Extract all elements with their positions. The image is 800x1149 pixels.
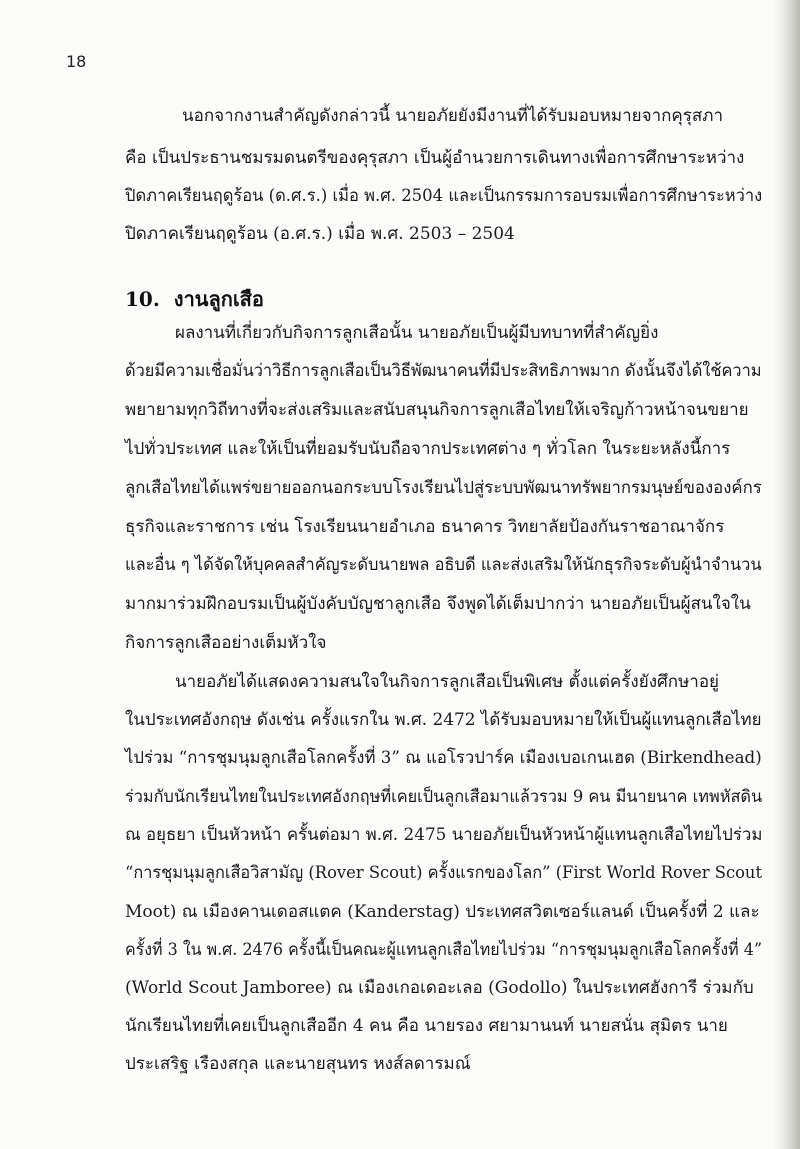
section-number: 10. [125,287,160,311]
paragraph-2-line-1: ผลงานที่เกี่ยวกับกิจการลูกเสือนั้น นายอภัยเป็นผู้มีบทบาทที่สำคัญยิ่ง [175,323,659,343]
page-binding-shadow [774,0,800,1149]
paragraph-1-line-3: ปิดภาคเรียนฤดูร้อน (ด.ศ.ร.) เมื่อ พ.ศ. 2504 และเป็นกรรมการอบรมเพื่อการศึกษาระหว่าง [125,186,763,206]
paragraph-2-line-9: กิจการลูกเสืออย่างเต็มหัวใจ [125,633,327,653]
paragraph-2-line-6: ธุรกิจและราชการ เช่น โรงเรียนนายอำเภอ ธนาคาร วิทยาลัยป้องกันราชอาณาจักร [125,517,725,537]
paragraph-3-line-2: ในประเทศอังกฤษ ดังเช่น ครั้งแรกใน พ.ศ. 2472 ได้รับมอบหมายให้เป็นผู้แทนลูกเสือไทย [125,710,762,730]
paragraph-3-line-7: Moot) ณ เมืองคานเดอสแตค (Kanderstag) ประเทศสวิตเซอร์แลนด์ เป็นครั้งที่ 2 และ [125,902,760,922]
paragraph-1-line-4: ปิดภาคเรียนฤดูร้อน (อ.ศ.ร.) เมื่อ พ.ศ. 2503 – 2504 [125,224,515,244]
section-title: งานลูกเสือ [173,287,264,311]
paragraph-2-line-4: ไปทั่วประเทศ และให้เป็นที่ยอมรับนับถือจากประเทศต่าง ๆ ทั่วโลก ในระยะหลังนี้การ [125,439,731,459]
paragraph-2-line-2: ด้วยมีความเชื่อมั่นว่าวิธีการลูกเสือเป็นวิธีพัฒนาคนที่มีประสิทธิภาพมาก ดังนั้นจึงได้ใช้ความ [125,361,762,381]
paragraph-3-line-5: ณ อยุธยา เป็นหัวหน้า ครั้นต่อมา พ.ศ. 2475 นายอภัยเป็นหัวหน้าผู้แทนลูกเสือไทยไปร่วม [125,825,763,845]
paragraph-3-line-11: ประเสริฐ เรืองสกุล และนายสุนทร หงส์ลดารมณ์ [125,1054,471,1074]
paragraph-2-line-7: และอื่น ๆ ได้จัดให้บุคคลสำคัญระดับนายพล อธิบดี และส่งเสริมให้นักธุรกิจระดับผู้นำจำนวน [125,555,762,575]
paragraph-3-line-1: นายอภัยได้แสดงความสนใจในกิจการลูกเสือเป็นพิเศษ ตั้งแต่ครั้งยังศึกษาอยู่ [175,672,719,692]
paragraph-3-line-10: นักเรียนไทยที่เคยเป็นลูกเสืออีก 4 คน คือ นายรอง ศยามานนท์ นายสนั่น สุมิตร นาย [125,1016,728,1036]
paragraph-3-line-8: ครั้งที่ 3 ใน พ.ศ. 2476 ครั้งนี้เป็นคณะผู้แทนลูกเสือไทยไปร่วม “การชุมนุมลูกเสือโลกครั้งที่ 4” [125,940,763,960]
paragraph-2-line-8: มากมาร่วมฝึกอบรมเป็นผู้บังคับบัญชาลูกเสือ จึงพูดได้เต็มปากว่า นายอภัยเป็นผู้สนใจใน [125,594,751,614]
paragraph-2-line-3: พยายามทุกวิถีทางที่จะส่งเสริมและสนับสนุนกิจการลูกเสือไทยให้เจริญก้าวหน้าจนขยาย [125,400,749,420]
paragraph-3-line-4: ร่วมกับนักเรียนไทยในประเทศอังกฤษที่เคยเป็นลูกเสือมาแล้วรวม 9 คน มีนายนาค เทพหัสดิน [125,787,763,807]
paragraph-1-line-1: นอกจากงานสำคัญดังกล่าวนี้ นายอภัยยังมีงานที่ได้รับมอบหมายจากคุรุสภา [182,106,724,126]
page-number: 18 [66,52,87,71]
section-heading [125,283,264,315]
paragraph-3-line-3: ไปร่วม “การชุมนุมลูกเสือโลกครั้งที่ 3” ณ แอโรวปาร์ค เมืองเบอเกนเฮด (Birkendhead) [125,748,762,768]
paragraph-2-line-5: ลูกเสือไทยได้แพร่ขยายออกนอกระบบโรงเรียนไปสู่ระบบพัฒนาทรัพยากรมนุษย์ขององค์กร [125,478,762,498]
paragraph-3-line-6: “การชุมนุมลูกเสือวิสามัญ (Rover Scout) ครั้งแรกของโลก” (First World Rover Scout [125,863,763,883]
paragraph-1-line-2: คือ เป็นประธานชมรมดนตรีของคุรุสภา เป็นผู้อำนวยการเดินทางเพื่อการศึกษาระหว่าง [125,148,745,168]
paragraph-3-line-9: (World Scout Jamboree) ณ เมืองเกอเดอะเลอ (Godollo) ในประเทศฮังการี ร่วมกับ [125,978,754,998]
